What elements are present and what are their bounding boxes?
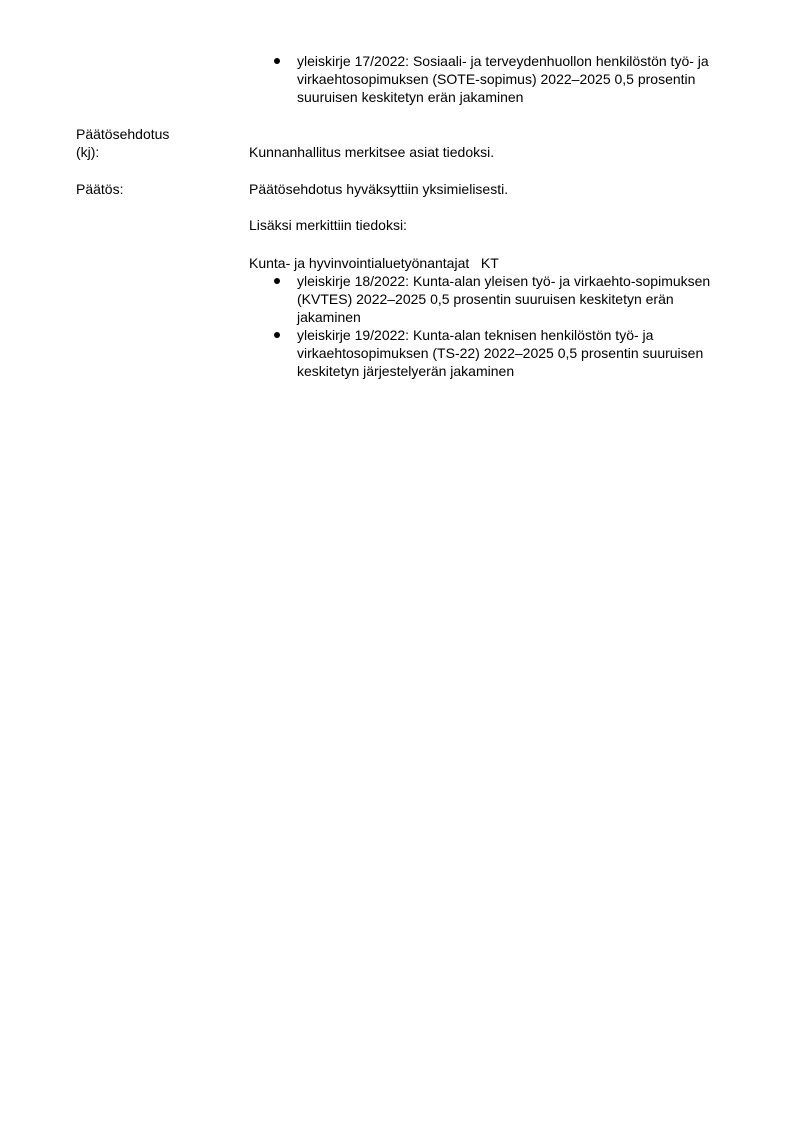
additional-info-text: Lisäksi merkittiin tiedoksi: xyxy=(249,217,407,233)
list-item-text: yleiskirje 19/2022: Kunta-alan teknisen henkilöstön työ- ja virkaehtosopimuksen (TS-22) 2022–2025 0,5 prosentin suuruisen keskitetyn järjestelyerän jakaminen xyxy=(297,327,704,379)
decision-label: Päätös: xyxy=(76,181,124,197)
decision-bullet-list xyxy=(274,272,714,380)
employer-heading: Kunta- ja hyvinvointialuetyönantajat KT xyxy=(249,255,499,271)
proposal-label-line1: Päätösehdotus xyxy=(76,126,170,142)
list-item xyxy=(274,326,714,380)
list-item-text: yleiskirje 17/2022: Sosiaali- ja terveydenhuollon henkilöstön työ- ja virkaehtosopimuksen (SOTE-sopimus) 2022–2025 0,5 prosentin suuruisen keskitetyn erän jakaminen xyxy=(297,53,709,105)
top-bullet-list xyxy=(274,52,734,106)
list-item xyxy=(274,272,714,326)
proposal-label xyxy=(76,125,169,161)
bullet-icon xyxy=(274,332,280,338)
decision-text: Päätösehdotus hyväksyttiin yksimielisesti. xyxy=(249,181,509,197)
list-item xyxy=(274,52,734,106)
bullet-icon xyxy=(274,278,280,284)
list-item-text: yleiskirje 18/2022: Kunta-alan yleisen työ- ja virkaehto-sopimuksen (KVTES) 2022–2025 0,5 prosentin suuruisen keskitetyn erän jakaminen xyxy=(297,273,711,325)
proposal-label-line2: (kj): xyxy=(76,144,100,160)
proposal-text: Kunnanhallitus merkitsee asiat tiedoksi. xyxy=(249,144,495,160)
bullet-icon xyxy=(274,58,280,64)
